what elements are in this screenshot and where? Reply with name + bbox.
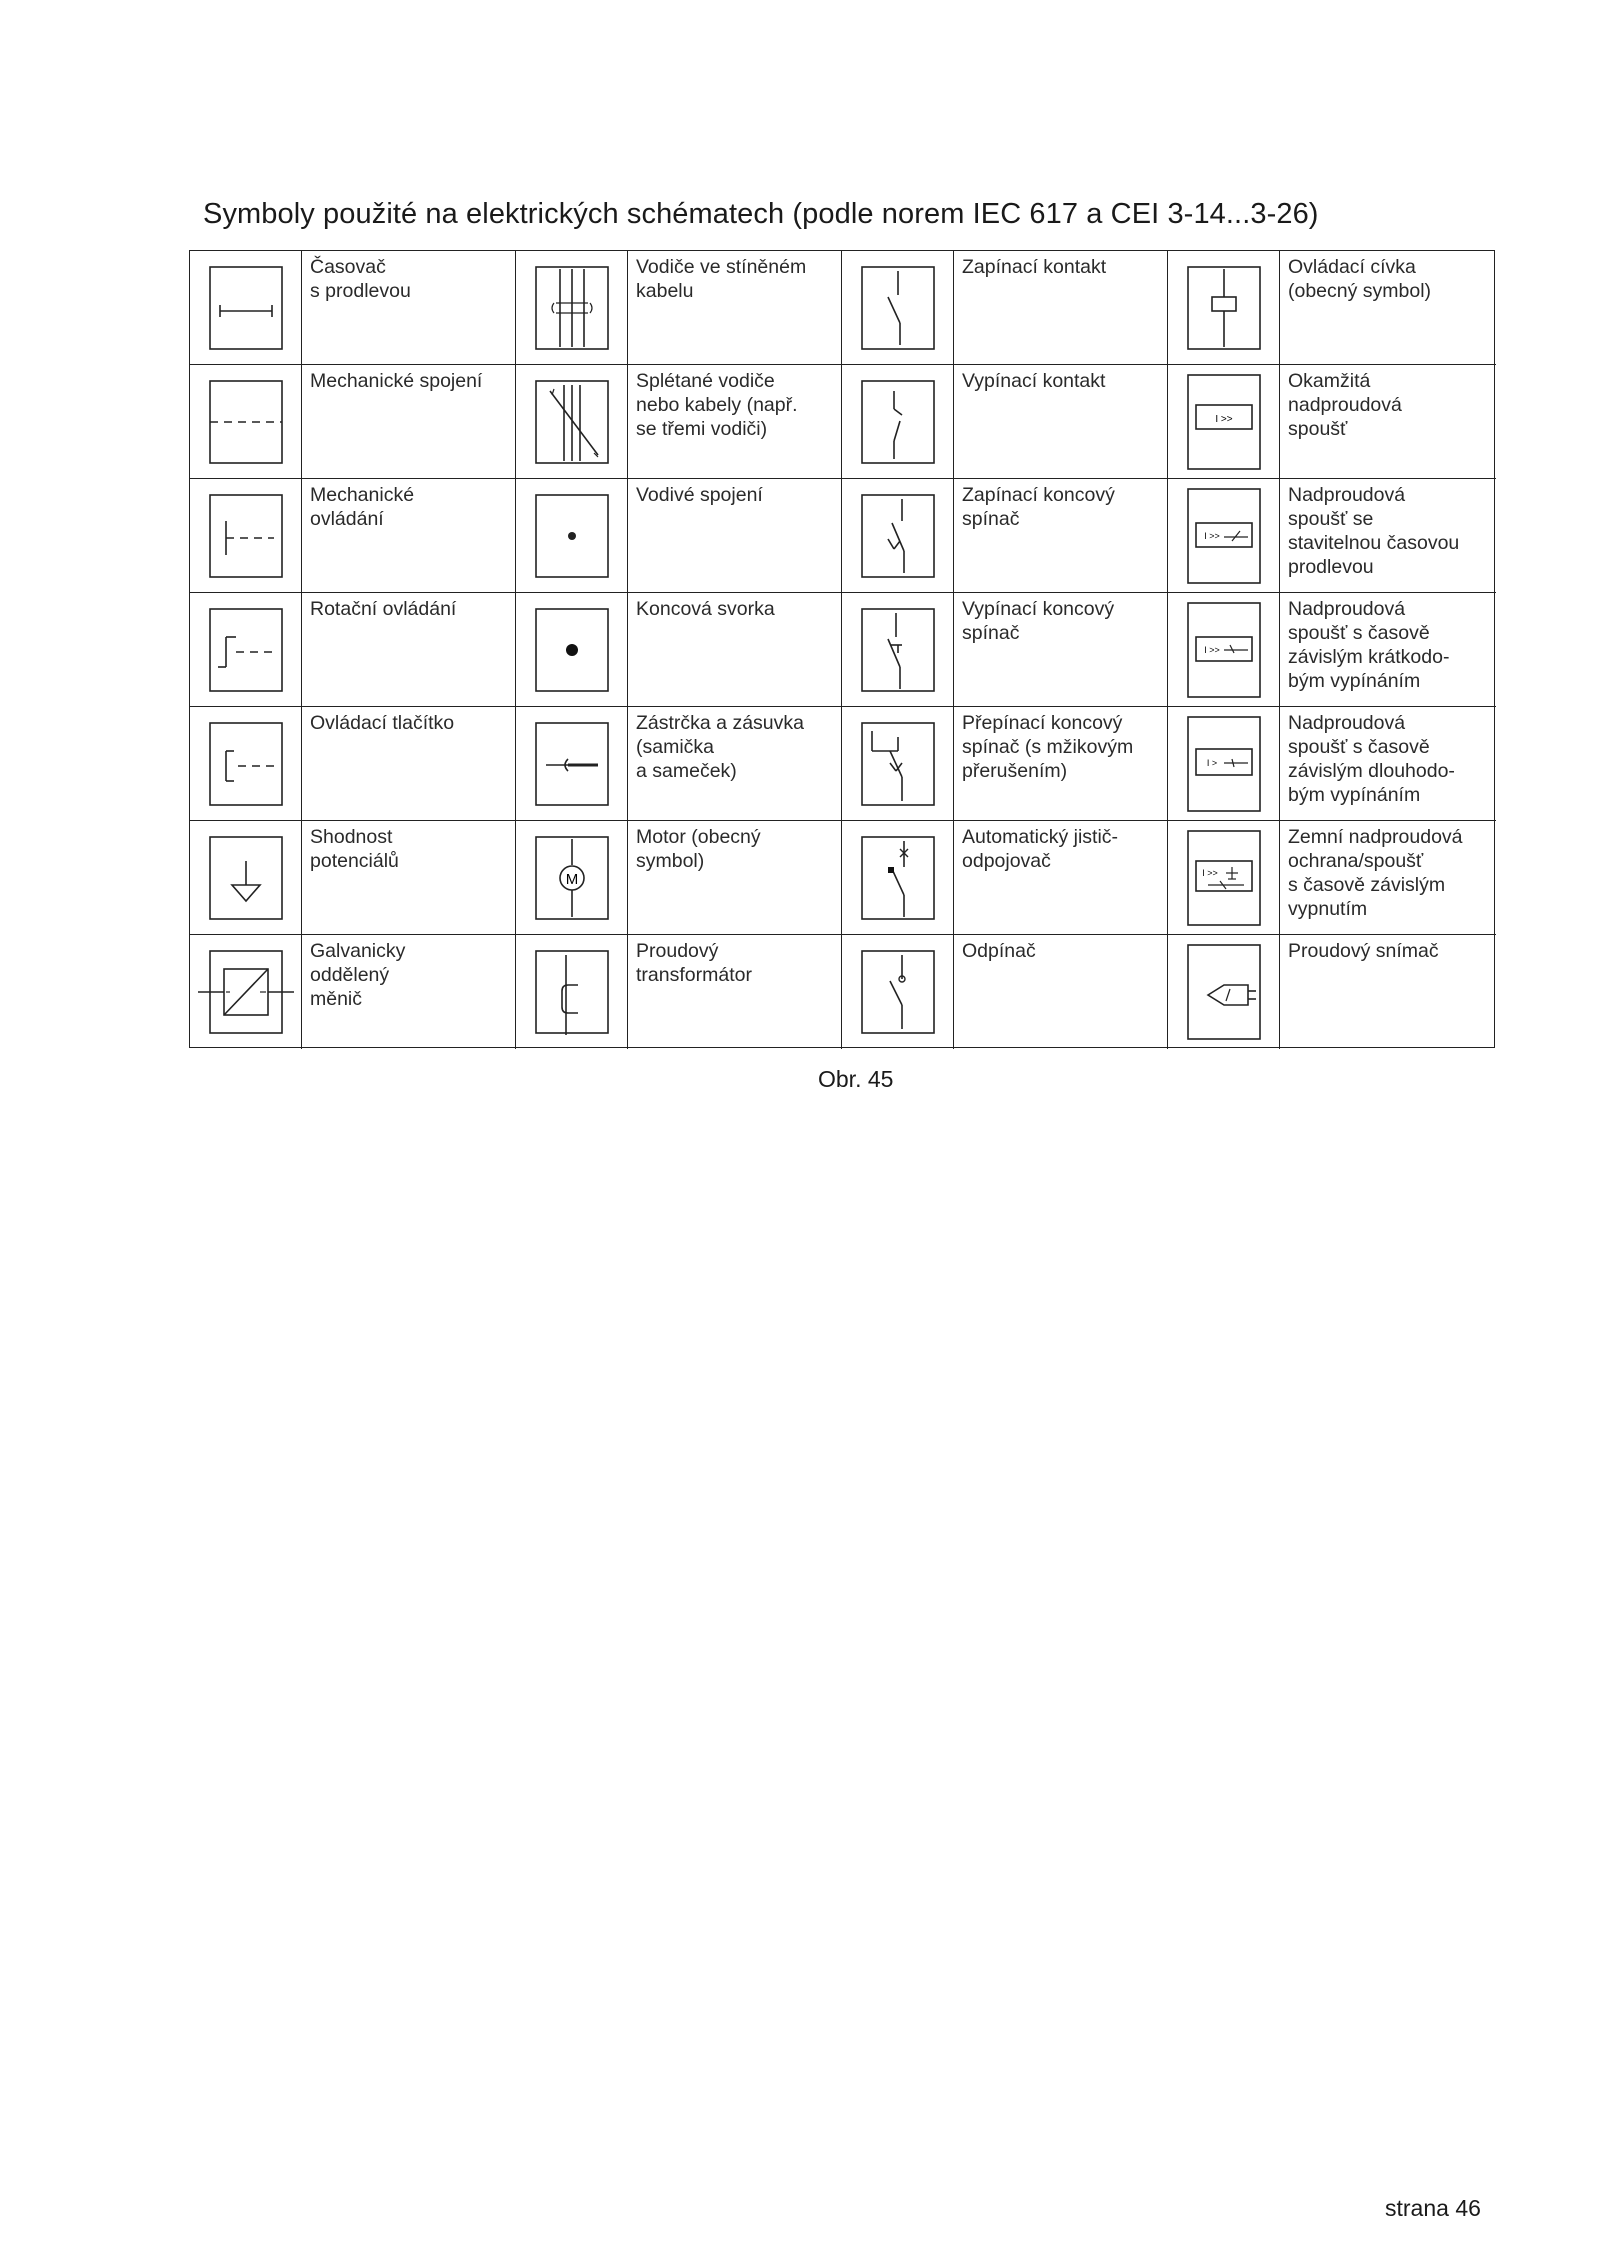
symbol-description: Vypínací kontakt	[954, 365, 1168, 479]
shielded-conductors-icon	[516, 251, 628, 365]
symbol-description: Nadproudová spoušť s časově závislým krátkodo- bým vypínáním	[1280, 593, 1496, 707]
conductive-junction-icon	[516, 479, 628, 593]
isolated-converter-icon	[190, 935, 302, 1049]
limit-break-switch-icon	[842, 593, 954, 707]
make-contact-icon	[842, 251, 954, 365]
equipotential-icon	[190, 821, 302, 935]
earth-fault-release-icon	[1168, 821, 1280, 935]
current-sensor-icon	[1168, 935, 1280, 1049]
page-title: Symboly použité na elektrických schématech (podle norem IEC 617 a CEI 3-14...3-26)	[203, 198, 1319, 230]
symbol-description: Rotační ovládání	[302, 593, 516, 707]
symbol-description: Vodivé spojení	[628, 479, 842, 593]
time-delay-icon	[190, 251, 302, 365]
motor-icon	[516, 821, 628, 935]
svg-text:I >>: I >>	[1215, 414, 1233, 425]
symbol-description: Automatický jistič- odpojovač	[954, 821, 1168, 935]
short-time-release-icon	[1168, 593, 1280, 707]
current-transformer-icon	[516, 935, 628, 1049]
adjustable-delay-release-icon	[1168, 479, 1280, 593]
symbol-description: Proudový transformátor	[628, 935, 842, 1049]
symbol-description: Splétané vodiče nebo kabely (např. se třemi vodiči)	[628, 365, 842, 479]
page-number: strana 46	[1385, 2195, 1481, 2221]
symbol-description: Proudový snímač	[1288, 940, 1439, 962]
symbol-description: Okamžitá nadproudová spoušť	[1280, 365, 1496, 479]
symbol-description: Přepínací koncový spínač (s mžikovým přerušením)	[954, 707, 1168, 821]
svg-text:I >>: I >>	[1202, 868, 1218, 878]
symbol-description: Nadproudová spoušť se stavitelnou časovou prodlevou	[1280, 479, 1496, 593]
symbol-description: Zapínací kontakt	[954, 251, 1168, 365]
symbol-description: Motor (obecný symbol)	[628, 821, 842, 935]
svg-text:I >>: I >>	[1204, 531, 1220, 541]
limit-make-switch-icon	[842, 479, 954, 593]
symbol-description: Shodnost potenciálů	[302, 821, 516, 935]
symbol-description: Zapínací koncový spínač	[954, 479, 1168, 593]
symbol-description: Odpínač	[954, 935, 1168, 1049]
symbol-description: Galvanicky oddělený měnič	[302, 935, 516, 1049]
symbol-description: Vodiče ve stíněném kabelu	[628, 251, 842, 365]
symbol-description: Vypínací koncový spínač	[954, 593, 1168, 707]
long-time-release-icon	[1168, 707, 1280, 821]
symbol-description: Časovač s prodlevou	[302, 251, 516, 365]
mechanical-control-icon	[190, 479, 302, 593]
rotary-control-icon	[190, 593, 302, 707]
break-contact-icon	[842, 365, 954, 479]
terminal-icon	[516, 593, 628, 707]
symbol-description: Mechanické ovládání	[302, 479, 516, 593]
circuit-breaker-disconnector-icon	[842, 821, 954, 935]
symbol-description: Zástrčka a zásuvka (samička a sameček)	[628, 707, 842, 821]
pushbutton-icon	[190, 707, 302, 821]
symbol-description: Koncová svorka	[628, 593, 842, 707]
svg-text:I >: I >	[1206, 758, 1218, 768]
mechanical-link-icon	[190, 365, 302, 479]
symbol-description: Nadproudová spoušť s časově závislým dlouhodo- bým vypínáním	[1280, 707, 1496, 821]
changeover-limit-switch-icon	[842, 707, 954, 821]
instant-overcurrent-release-icon	[1168, 365, 1280, 479]
svg-text:M: M	[565, 871, 579, 888]
symbol-table	[189, 250, 1495, 1048]
figure-caption: Obr. 45	[818, 1066, 894, 1092]
control-coil-icon	[1168, 251, 1280, 365]
symbol-description: Zemní nadproudová ochrana/spoušť s časově závislým vypnutím	[1280, 821, 1496, 935]
symbol-description: Mechanické spojení	[302, 365, 516, 479]
svg-text:I >>: I >>	[1204, 645, 1220, 655]
twisted-conductors-icon	[516, 365, 628, 479]
load-break-switch-icon	[842, 935, 954, 1049]
symbol-description: Ovládací tlačítko	[302, 707, 516, 821]
symbol-description: Ovládací cívka (obecný symbol)	[1280, 251, 1496, 365]
plug-socket-icon	[516, 707, 628, 821]
